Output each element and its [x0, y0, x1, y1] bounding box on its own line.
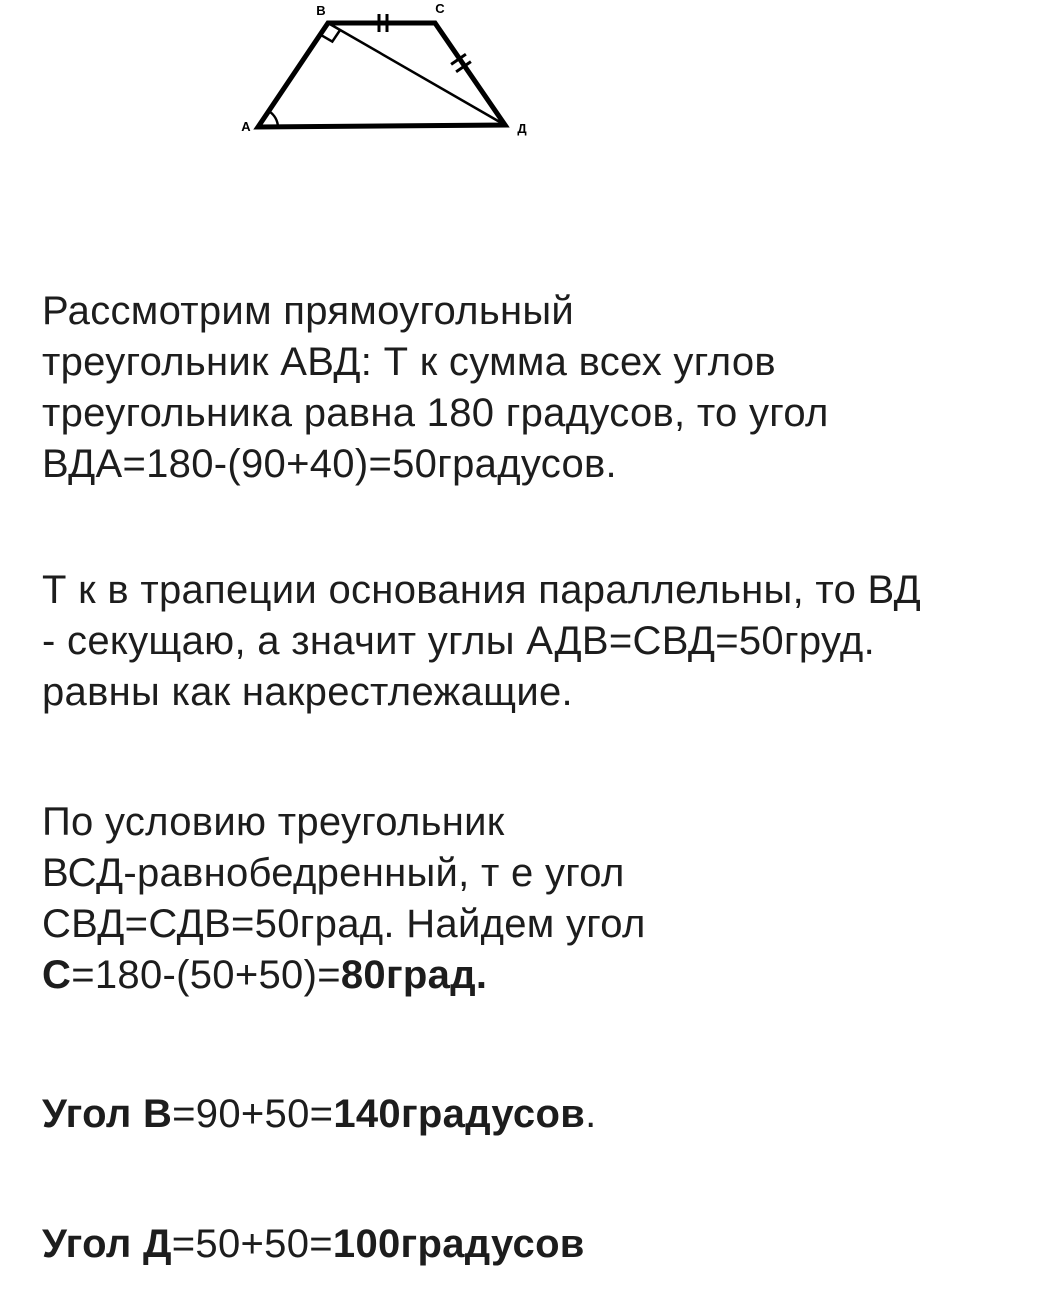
angle-b-label: Угол В [42, 1092, 173, 1136]
angle-c-label: С [42, 953, 72, 997]
text-line: - секущаю, а значит углы АДВ=СВД=50груд. [42, 619, 875, 663]
text-line: ВДА=180-(90+40)=50градусов. [42, 442, 617, 486]
vertex-label-c: С [435, 1, 445, 16]
text-line: Т к в трапеции основания параллельны, то ВД [42, 568, 922, 612]
angle-d-result: 100градусов [332, 1222, 585, 1266]
text-line: треугольника равна 180 градусов, то угол [42, 391, 829, 435]
angle-b-suffix: . [585, 1092, 597, 1136]
paragraph-isosceles-triangle [42, 797, 646, 1001]
diagonal-bd [328, 23, 505, 125]
angle-b-equation: =90+50= [172, 1092, 334, 1136]
text-line: ВСД-равнобедренный, т е угол [42, 851, 625, 895]
vertex-label-a: А [241, 119, 251, 134]
angle-c-result: 80град. [340, 953, 488, 997]
angle-b-result-line [42, 1089, 597, 1140]
angle-b-result: 140градусов [333, 1092, 586, 1136]
vertex-label-b: В [316, 3, 326, 18]
text-line: равны как накрестлежащие. [42, 670, 573, 714]
paragraph-parallel-bases [42, 565, 921, 718]
text-line-angle-c-result [42, 950, 646, 1001]
angle-d-result-line [42, 1219, 585, 1270]
text-line: Рассмотрим прямоугольный [42, 289, 575, 333]
paragraph-right-triangle [42, 286, 829, 490]
text-line: СВД=СДВ=50град. Найдем угол [42, 902, 646, 946]
angle-d-equation: =50+50= [171, 1222, 333, 1266]
angle-c-equation: =180-(50+50)= [71, 953, 341, 997]
trapezoid-figure [240, 0, 540, 150]
trapezoid-outline [258, 23, 505, 127]
text-line: По условию треугольник [42, 800, 505, 844]
vertex-label-d: Д [517, 121, 527, 136]
text-line: треугольник АВД: Т к сумма всех углов [42, 340, 776, 384]
angle-d-label: Угол Д [42, 1222, 172, 1266]
